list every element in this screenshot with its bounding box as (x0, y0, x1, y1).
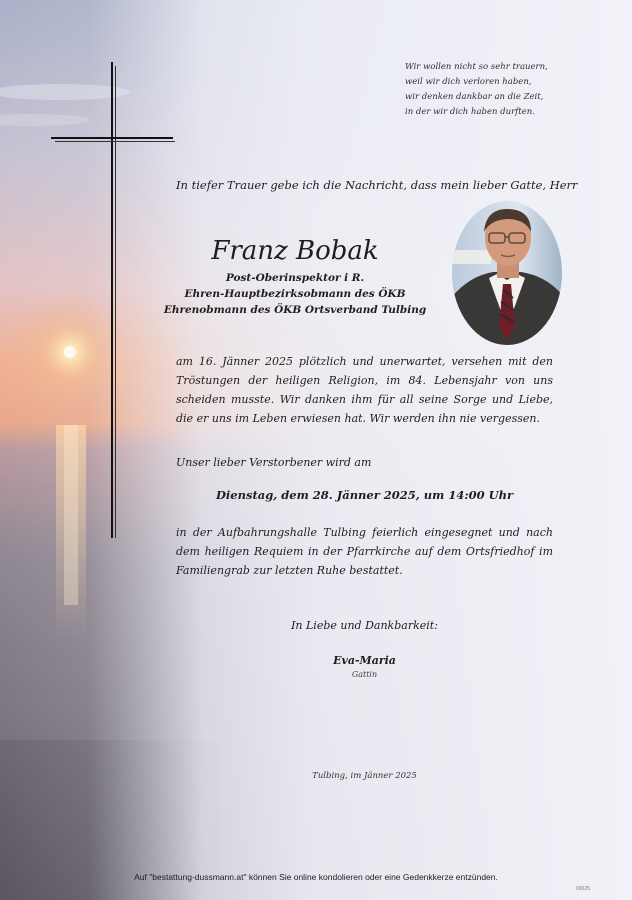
verse-line: in der wir dich haben durften. (405, 107, 535, 117)
signer-name: Eva-Maria (333, 654, 396, 667)
verse-line: Wir wollen nicht so sehr trauern, (405, 62, 548, 72)
memorial-verse (405, 60, 605, 120)
cross-horizontal-shadow (55, 141, 175, 142)
title-line: Ehrenobmann des ÖKB Ortsverband Tulbing (163, 304, 427, 316)
signer-relation: Gattin (351, 670, 378, 679)
funeral-date: Dienstag, dem 28. Jänner 2025, um 14:00 Uhr (215, 488, 514, 502)
funeral-intro-text: Unser lieber Verstorbener wird am (176, 456, 372, 469)
funeral-details-paragraph: in der Aufbahrungshalle Tulbing feierlich eingesegnet und nach dem heiligen Requiem in der Pfarrkirche auf dem Ortsfriedhof im Familiengrab zur letzten Ruhe bestattet. (176, 526, 553, 577)
closing-text: In Liebe und Dankbarkeit: (291, 619, 438, 632)
form-code: 00025 (576, 886, 590, 892)
deceased-name: Franz Bobak (211, 236, 379, 266)
portrait-photo (451, 200, 563, 346)
title-line: Ehren-Hauptbezirksobmann des ÖKB (184, 288, 406, 300)
cross-vertical-bar (111, 62, 113, 538)
announcement-paragraph: am 16. Jänner 2025 plötzlich und unerwartet, versehen mit den Tröstungen der heiligen Religion, im 84. Lebensjahr von uns scheiden musste. Wir danken ihm für all seine Sorge und Liebe, die er uns im Leben erwiesen hat. Wir werden ihn nie vergessen. (176, 355, 553, 425)
intro-text: In tiefer Trauer gebe ich die Nachricht, dass mein lieber Gatte, Herr (176, 178, 578, 192)
place-date: Tulbing, im Jänner 2025 (312, 771, 417, 781)
verse-line: weil wir dich verloren haben, (405, 77, 532, 87)
title-line: Post-Oberinspektor i R. (225, 272, 365, 284)
cross-horizontal-bar (51, 137, 173, 139)
footer-condolence-note: Auf "bestattung-dussmann.at" können Sie online kondolieren oder eine Gedenkkerze entzünden. (134, 872, 498, 882)
deceased-titles (160, 270, 430, 318)
verse-line: wir denken dankbar an die Zeit, (405, 92, 544, 102)
